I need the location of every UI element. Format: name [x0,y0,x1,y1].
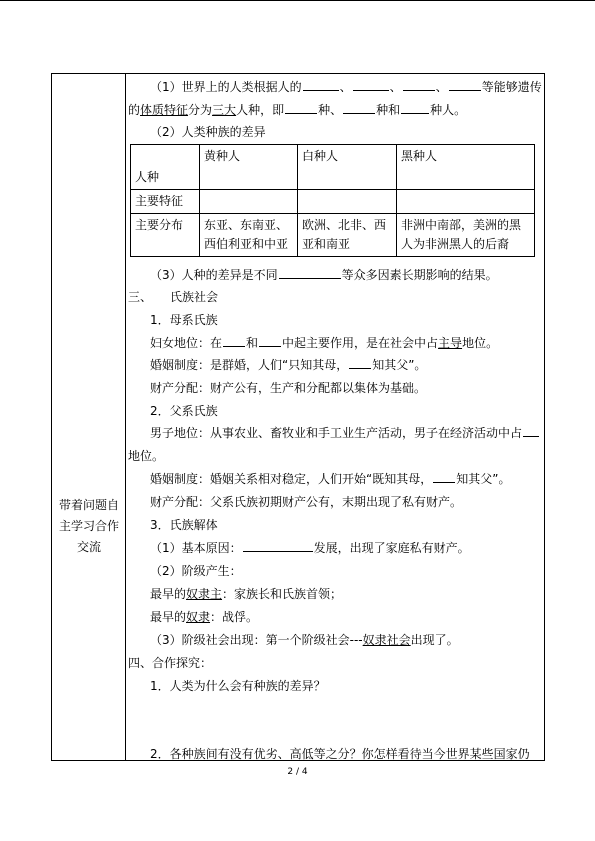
dist-white: 欧洲、北非、西亚和南亚 [298,214,397,257]
question-1: 1．人类为什么会有种族的差异？ [150,679,326,693]
line-men-status-cont: 地位。 [128,449,165,463]
row-features-label: 主要特征 [131,190,200,214]
question-2: 2．各种族间有没有优劣、高低等之分？你怎样看待当今世界某些国家仍 [150,747,530,760]
header-black: 黑种人 [397,145,535,190]
blank [353,79,389,91]
page-number: 2 / 4 [287,767,308,777]
content-column [126,74,544,760]
section-cooperative-inquiry: 四、合作探究： [128,656,213,670]
table-row [131,214,535,257]
line-men-status: 男子地位：从事农业、畜牧业和手工业生产活动，男子在经济活动中占 [150,425,540,441]
row-distribution-label: 主要分布 [131,214,200,257]
blank [349,357,371,369]
line-marriage-patriarchal: 婚姻制度：婚姻关系相对稳定，人们开始“既知其母， 知其父”。 [150,472,511,486]
blank [303,79,339,91]
line-earliest-slaveowners: 最早的奴隶主：家族长和氏族首领； [150,587,343,601]
line-property-matriarchal: 财产分配：财产公有，生产和分配都以集体为基础。 [150,381,427,395]
line-property-patriarchal: 财产分配：父系氏族初期财产公有，末期出现了私有财产。 [150,495,463,509]
table-row [131,145,535,190]
blank [433,471,455,483]
heading-patriarchal: 2．父系氏族 [150,404,218,418]
section-clan-society: 三、 氏族社会 [128,290,219,304]
line-class-emergence: （2）阶级产生： [150,564,242,578]
cell [200,190,298,214]
line-race-cause: （3）人种的差异是不同 等众多因素长期影响的结果。 [150,268,498,282]
blank [403,79,435,91]
side-label: 带着问题自主学习合作交流 [58,498,119,554]
heading-clan-dissolution: 3．氏族解体 [150,518,218,532]
blank [449,79,481,91]
header-white: 白种人 [298,145,397,190]
line-class-society: （3）阶级社会出现：第一个阶级社会---奴隶社会出现了。 [150,633,459,647]
blank [243,540,313,552]
line-race-basis: （1）世界上的人类根据人的 、 、 、 等能够遗传 [150,80,542,94]
line-basic-cause: （1）基本原因： 发展，出现了家庭私有财产。 [150,541,470,555]
dist-black: 非洲中南部，美洲的黑人为非洲黑人的后裔 [397,214,535,257]
line-marriage-matriarchal: 婚姻制度：是群婚，人们“只知其母， 知其父”。 [150,358,427,372]
top-rule [0,0,595,1]
blank [279,267,341,279]
worksheet-frame [51,73,545,761]
blank [401,102,429,114]
line-race-differences: （2）人类种族的差异 [150,125,266,139]
blank [523,425,539,437]
cell [397,190,535,214]
blank [343,102,375,114]
header-yellow: 黄种人 [200,145,298,190]
blank [223,335,245,347]
left-column [52,74,126,760]
line-earliest-slaves: 最早的奴隶：战俘。 [150,610,259,624]
dist-yellow: 东亚、东南亚、西伯利亚和中亚 [200,214,298,257]
header-race: 人种 [131,145,200,190]
blank [259,335,281,347]
table-row [131,190,535,214]
blank [285,102,317,114]
race-table [130,144,535,257]
line-women-status: 妇女地位：在 和 中起主要作用，是在社会中占主导地位。 [150,336,499,350]
cell [298,190,397,214]
heading-matriarchal: 1．母系氏族 [150,313,218,327]
line-three-races: 的体质特征分为三大人种，即 种、 种和 种人。 [128,103,467,117]
